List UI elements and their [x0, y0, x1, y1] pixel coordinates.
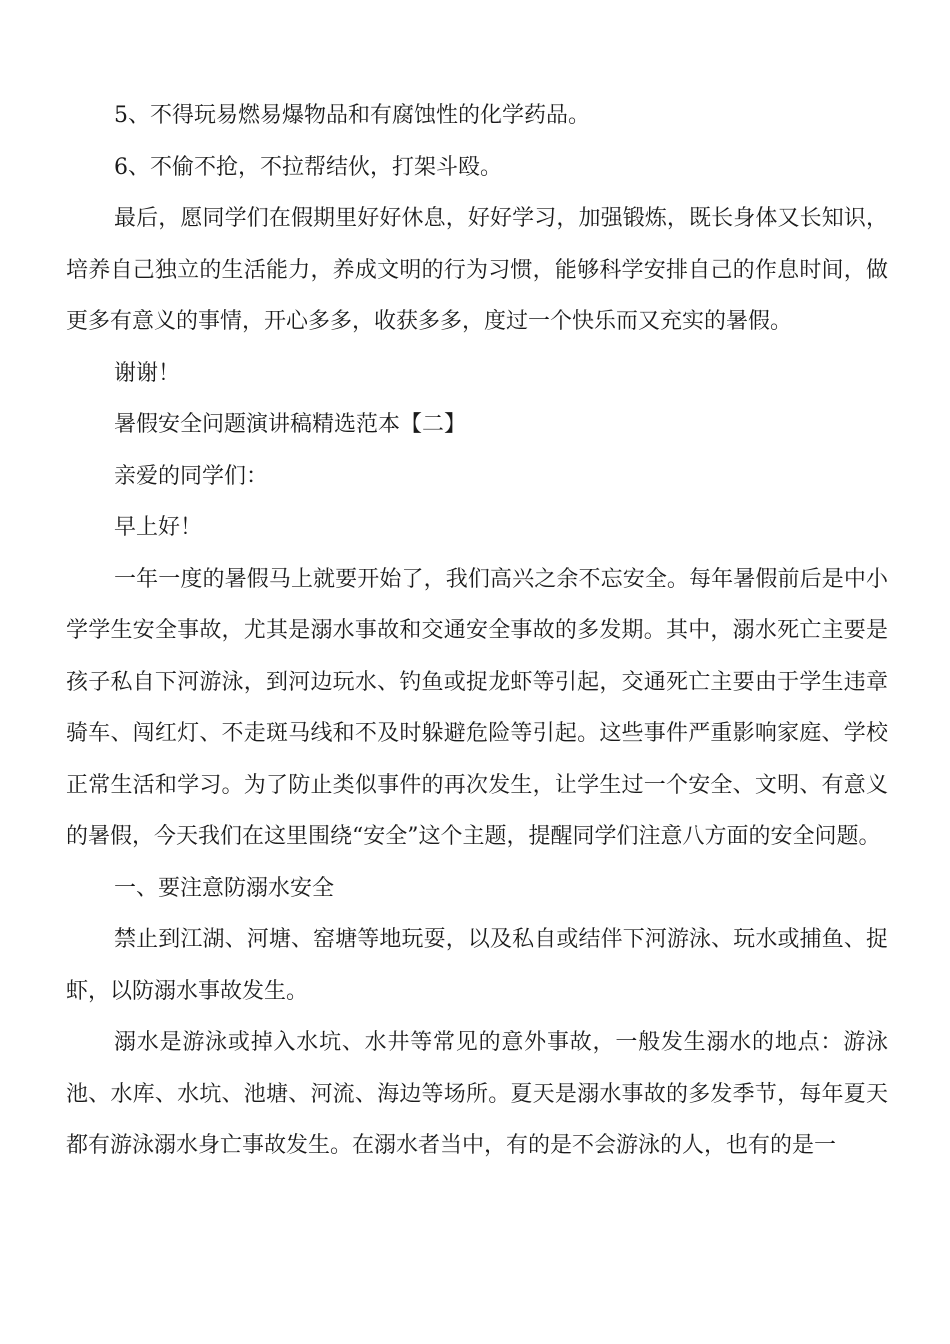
paragraph-drowning-rule: 禁止到江湖、河塘、窑塘等地玩耍，以及私自或结伴下河游泳、玩水或捕鱼、捉虾，以防溺水事故发生。 [66, 927, 888, 1004]
subheading-drowning: 一、要注意防溺水安全 [114, 875, 335, 901]
paragraph-item-6: 6、不偷不抢，不拉帮结伙，打架斗殴。 [114, 154, 502, 180]
paragraph-item-5: 5、不得玩易燃易爆物品和有腐蚀性的化学药品。 [114, 103, 590, 128]
greeting: 早上好！ [114, 515, 203, 540]
paragraph-closing: 最后，愿同学们在假期里好好休息，好好学习，加强锻炼，既长身体又长知识，培养自己独立的生活能力，养成文明的行为习惯，能够科学安排自己的作息时间，做更多有意义的事情，开心多多，收获多多，度过一个快乐而又充实的暑假。 [66, 206, 888, 334]
paragraph-drowning-info: 溺水是游泳或掉入水坑、水井等常见的意外事故，一般发生溺水的地点：游泳池、水库、水坑、池塘、河流、海边等场所。夏天是溺水事故的多发季节，每年夏天都有游泳溺水身亡事故发生。在溺水者当中，有的是不会游泳的人，也有的是一 [66, 1030, 888, 1158]
salutation: 亲爱的同学们： [114, 463, 269, 489]
section-heading: 暑假安全问题演讲稿精选范本【二】 [114, 412, 467, 437]
paragraph-intro: 一年一度的暑假马上就要开始了，我们高兴之余不忘安全。每年暑假前后是中小学学生安全事故，尤其是溺水事故和交通安全事故的多发期。其中，溺水死亡主要是孩子私自下河游泳，到河边玩水、钓鱼或捉龙虾等引起，交通死亡主要由于学生违章骑车、闯红灯、不走斑马线和不及时躲避危险等引起。这些事件严重影响家庭、学校正常生活和学习。为了防止类似事件的再次发生，让学生过一个安全、文明、有意义的暑假，今天我们在这里围绕“安全”这个主题，提醒同学们注意八方面的安全问题。 [66, 566, 888, 849]
paragraph-thanks: 谢谢！ [114, 360, 181, 386]
